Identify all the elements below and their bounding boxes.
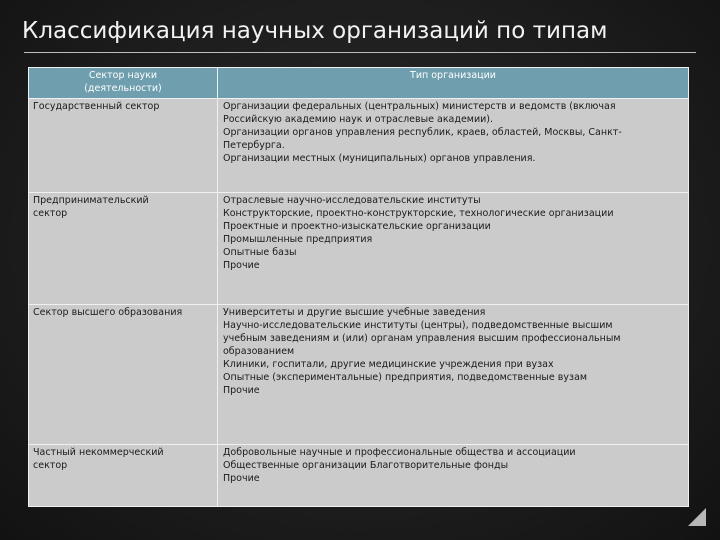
- header-sector: Сектор науки (деятельности): [29, 68, 218, 99]
- corner-ornament: [688, 508, 706, 526]
- sector-cell: [29, 193, 218, 305]
- sector-line: сектор: [33, 208, 68, 219]
- sector-cell: Сектор высшего образования: [29, 305, 218, 445]
- title-divider: [24, 52, 696, 53]
- sector-line: Частный некоммерческий: [33, 447, 164, 458]
- type-line: Промышленные предприятия: [223, 234, 373, 245]
- table-row: [29, 445, 689, 507]
- type-line: Общественные организации Благотворительные фонды: [223, 460, 509, 471]
- header-type: Тип организации: [218, 68, 689, 99]
- type-line: Добровольные научные и профессиональные общества и ассоциации: [223, 447, 576, 458]
- type-line: Конструкторские, проектно-конструкторские, технологические организации: [223, 208, 614, 219]
- type-cell: [218, 445, 689, 507]
- type-cell: [218, 193, 689, 305]
- sector-cell: [29, 445, 218, 507]
- type-cell: [218, 99, 689, 193]
- type-line: Организации местных (муниципальных) органов управления.: [223, 153, 536, 164]
- classification-table: [28, 67, 689, 507]
- type-line: Опытные (экспериментальные) предприятия, подведомственные вузам: [223, 372, 588, 383]
- slide-title: Классификация научных организаций по типам: [22, 18, 608, 44]
- type-line: Университеты и другие высшие учебные заведения: [223, 307, 486, 318]
- type-line: Российскую академию наук и отраслевые академии).: [223, 114, 494, 125]
- type-cell: [218, 305, 689, 445]
- table-header-row: [29, 68, 689, 99]
- sector-line: сектор: [33, 460, 68, 471]
- type-line: Проектные и проектно-изыскательские организации: [223, 221, 491, 232]
- type-line: Клиники, госпитали, другие медицинские учреждения при вузах: [223, 359, 554, 370]
- table-row: [29, 99, 689, 193]
- type-line: Опытные базы: [223, 247, 297, 258]
- type-line: образованием: [223, 346, 295, 357]
- type-line: Прочие: [223, 385, 260, 396]
- sector-line: Предпринимательский: [33, 195, 149, 206]
- type-line: Прочие: [223, 260, 260, 271]
- table-row: [29, 193, 689, 305]
- table-row: [29, 305, 689, 445]
- type-line: Организации федеральных (центральных) министерств и ведомств (включая: [223, 101, 616, 112]
- type-line: Отраслевые научно-исследовательские институты: [223, 195, 481, 206]
- type-line: Петербурга.: [223, 140, 285, 151]
- type-line: учебным заведениям и (или) органам управления высшим профессиональным: [223, 333, 621, 344]
- type-line: Научно-исследовательские институты (центры), подведомственные высшим: [223, 320, 613, 331]
- type-line: Прочие: [223, 473, 260, 484]
- sector-cell: Государственный сектор: [29, 99, 218, 193]
- type-line: Организации органов управления республик, краев, областей, Москвы, Санкт-: [223, 127, 622, 138]
